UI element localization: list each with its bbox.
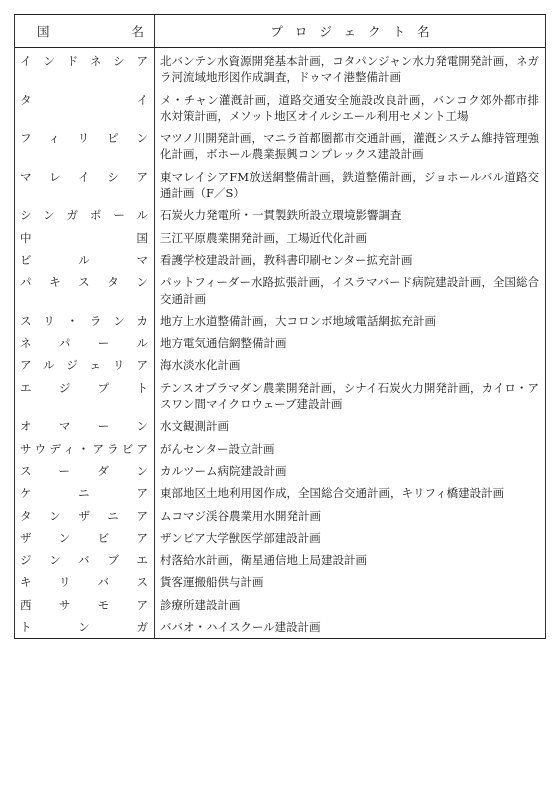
country-name: スリ・ランカ [15,310,155,332]
table-row [15,377,545,416]
country-name: トンガ [15,616,155,638]
country-name: サウディ・アラビア [15,438,155,460]
table-row [15,354,545,376]
table-row [15,527,545,549]
country-name: 西サモア [15,594,155,616]
country-name: ビルマ [15,249,155,271]
table-row [15,594,545,616]
country-name: アルジェリア [15,354,155,376]
country-name: エジプト [15,377,155,416]
country-name: タンザニア [15,505,155,527]
table-row [15,616,545,638]
country-name: オマーン [15,415,155,437]
country-column-header [15,15,155,47]
table-row [15,460,545,482]
project-names: 村落給水計画，衛星通信地上局建設計画 [160,553,367,568]
country-header-right: 名 [131,24,144,39]
table-row [15,249,545,271]
table-row [15,415,545,437]
country-name: ネパール [15,332,155,354]
project-names: 東マレイシアFM放送網整備計画，鉄道整備計画，ジョホールバル道路交通計画（F／S） [160,169,539,201]
table-row [15,571,545,593]
project-names: 石炭火力発電所・一貫製鉄所設立環境影響調査 [160,208,402,223]
table-row [15,271,545,310]
country-name: シンガポール [15,204,155,226]
table-row [15,549,545,571]
project-names: メ・チャン灌漑計画，道路交通安全施設改良計画，バンコク郊外都市排水対策計画，メソット地区オイルシエール利用セメント工場 [160,92,539,123]
table-row [15,89,545,128]
country-name: ジンバブエ [15,549,155,571]
country-name: キリバス [15,571,155,593]
table-row [15,127,545,166]
country-name: 中国 [15,227,155,249]
project-names: ムコマジ渓谷農業用水開発計画 [160,508,321,523]
project-names: マツノ川開発計画，マニラ首都圏都市交通計画，灌漑システム維持管理強化計画，ボホール農業振興コンプレックス建設計画 [160,131,539,162]
table-header [15,15,545,48]
project-names: 東部地区土地利用図作成，全国総合交通計画，キリフィ橋建設計画 [160,486,505,501]
table-body [15,48,545,638]
table-row [15,48,545,89]
table-row [15,438,545,460]
country-name: パキスタン [15,271,155,310]
project-names: 地方電気通信網整備計画 [160,336,287,351]
project-names: 三江平原農業開発計画，工場近代化計画 [160,230,367,245]
country-name: フィリピン [15,127,155,166]
country-header-left: 国 [37,24,50,39]
project-names: パットフィーダー水路拡張計画，イスラマバード病院建設計画，全国総合交通計画 [160,275,539,306]
table-row [15,227,545,249]
project-names: 診療所建設計画 [160,597,241,612]
project-table [14,14,546,639]
table-row [15,204,545,226]
project-names: カルツーム病院建設計画 [160,463,287,478]
project-names: ザンビア大学獣医学部建設計画 [160,530,321,545]
project-names: 海水淡水化計画 [160,358,241,373]
project-names: 北バンテン水資源開発基本計画，コタパンジャン水力発電開発計画，ネガラ河流域地形図作成調査，ドゥマイ港整備計画 [160,54,539,85]
table-row [15,166,545,205]
project-names: テンスオブラマダン農業開発計画，シナイ石炭火力開発計画，カイロ・アスワン間マイクロウェーブ建設計画 [160,380,539,412]
country-name: ザンビア [15,527,155,549]
table-row [15,310,545,332]
project-names: 看護学校建設計画，教科書印刷センター拡充計画 [160,252,413,267]
table-row [15,505,545,527]
project-names: 貨客運搬船供与計画 [160,575,264,590]
table-row [15,482,545,504]
country-name: タイ [15,89,155,128]
country-name: マレイシア [15,166,155,205]
project-names: がんセンター設立計画 [160,441,275,456]
country-name: スーダン [15,460,155,482]
project-names: 水文観測計画 [160,419,229,434]
project-names: ババオ・ハイスクール建設計画 [160,620,321,635]
country-name: ケニア [15,482,155,504]
country-name: インドネシア [15,48,155,89]
project-names: 地方上水道整備計画，大コロンボ地域電話網拡充計画 [160,313,436,328]
project-column-header: プロジェクト名 [270,24,442,39]
table-row [15,332,545,354]
